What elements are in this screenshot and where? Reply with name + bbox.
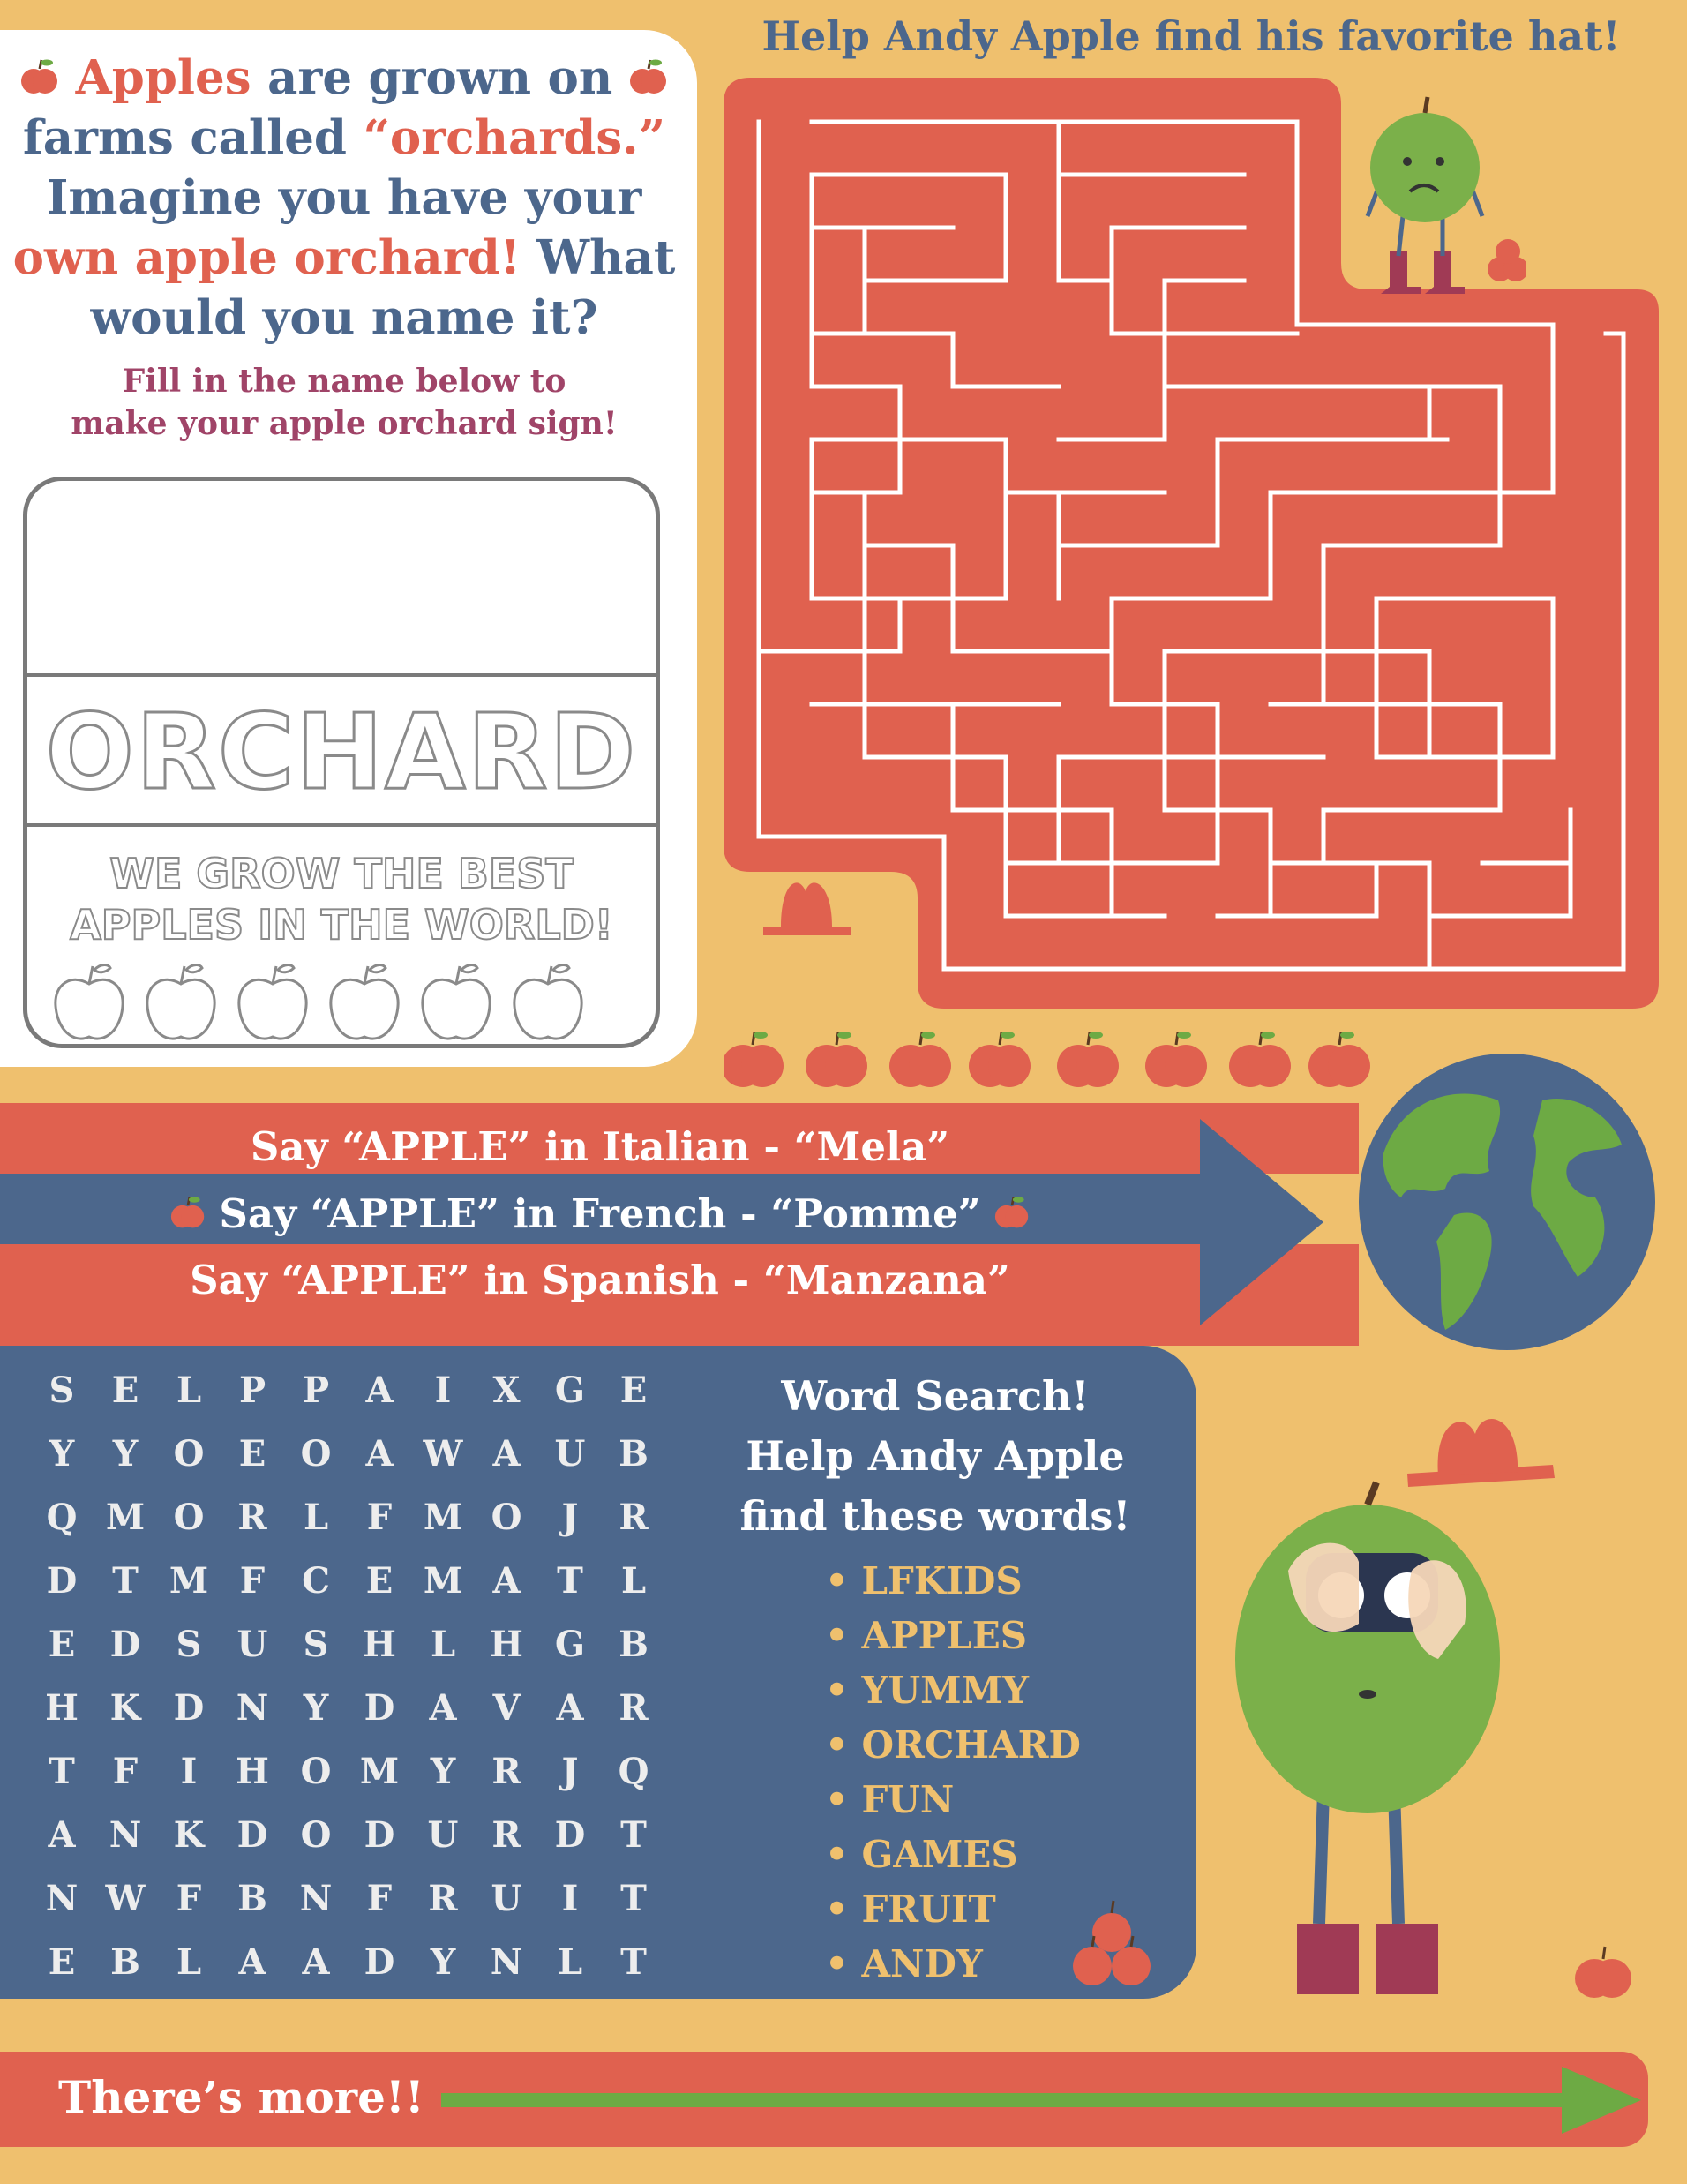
- word-search-letter[interactable]: T: [557, 1560, 583, 1602]
- word-search-letter[interactable]: Y: [112, 1433, 139, 1475]
- word-search-letter[interactable]: A: [238, 1941, 266, 1983]
- word-search-letter[interactable]: D: [554, 1814, 586, 1856]
- word-search-letter[interactable]: E: [238, 1433, 266, 1475]
- word-search-letter[interactable]: Q: [618, 1751, 649, 1792]
- word-search-letter[interactable]: Y: [303, 1687, 329, 1729]
- word-search-letter[interactable]: P: [302, 1370, 330, 1411]
- word-search-letter[interactable]: G: [554, 1624, 586, 1665]
- word-search-letter[interactable]: O: [491, 1497, 522, 1538]
- french-line: Say “APPLE” in French - “Pomme”: [0, 1190, 1200, 1237]
- apple-pile-icon: [1059, 1888, 1165, 1994]
- intro-line-2: farms called “orchards.”: [22, 110, 666, 165]
- word-search-letter[interactable]: T: [620, 1814, 647, 1856]
- word-search-letter[interactable]: A: [48, 1814, 76, 1856]
- word-search-letter[interactable]: I: [180, 1751, 198, 1792]
- word-search-letter[interactable]: W: [105, 1878, 146, 1919]
- word-search-letter[interactable]: R: [619, 1687, 649, 1729]
- word-search-letter[interactable]: O: [300, 1433, 332, 1475]
- word-search-letter[interactable]: L: [176, 1941, 202, 1983]
- word-search-letter[interactable]: F: [366, 1878, 393, 1919]
- apple-icon: [994, 1194, 1030, 1233]
- spanish-line: Say “APPLE” in Spanish - “Manzana”: [190, 1257, 1010, 1303]
- word-search-letter[interactable]: O: [173, 1497, 205, 1538]
- word-search-letter[interactable]: B: [110, 1941, 140, 1983]
- word-search-letter[interactable]: E: [48, 1624, 76, 1665]
- word-search-letter[interactable]: Y: [430, 1941, 456, 1983]
- word-search-letter[interactable]: H: [490, 1624, 523, 1665]
- word-search-letter[interactable]: E: [48, 1941, 76, 1983]
- word-search-letter[interactable]: M: [423, 1497, 463, 1538]
- sign-instruction: Fill in the name below to make your apple orchard sign!: [71, 363, 618, 442]
- word-search-letter[interactable]: S: [176, 1624, 202, 1665]
- globe-icon: [1348, 1047, 1666, 1356]
- word-search-letter[interactable]: L: [430, 1624, 456, 1665]
- word-list-item: • APPLES: [825, 1614, 1028, 1657]
- word-search-letter[interactable]: D: [173, 1687, 205, 1729]
- intro-line-3: Imagine you have your: [46, 170, 642, 225]
- word-list-item: • FUN: [825, 1778, 955, 1821]
- word-search-letter[interactable]: B: [619, 1433, 649, 1475]
- word-search-letter[interactable]: H: [236, 1751, 269, 1792]
- word-search-letter[interactable]: X: [492, 1370, 521, 1411]
- word-list-item: • FRUIT: [825, 1888, 996, 1931]
- word-search-grid[interactable]: [31, 1366, 666, 1984]
- word-search-letter[interactable]: R: [491, 1814, 521, 1856]
- sign-divider: [27, 673, 656, 677]
- word-search-letter[interactable]: K: [109, 1687, 141, 1729]
- word-search-letter[interactable]: I: [561, 1878, 579, 1919]
- word-search-letter[interactable]: V: [492, 1687, 521, 1729]
- orchard-sign: [23, 477, 660, 1048]
- sign-divider: [27, 823, 656, 827]
- word-search-letter[interactable]: Y: [49, 1433, 75, 1475]
- word-list-item: • YUMMY: [825, 1669, 1030, 1712]
- word-search-letter[interactable]: A: [365, 1433, 394, 1475]
- word-search-letter[interactable]: S: [49, 1370, 75, 1411]
- word-search-letter[interactable]: A: [365, 1370, 394, 1411]
- word-search-letter[interactable]: U: [554, 1433, 586, 1475]
- word-search-letter[interactable]: A: [492, 1560, 521, 1602]
- word-search-letter[interactable]: U: [427, 1814, 459, 1856]
- word-list-item: • LFKIDS: [825, 1559, 1023, 1602]
- word-list-item: • ANDY: [825, 1942, 983, 1985]
- intro-line-4: own apple orchard! What: [12, 230, 676, 285]
- word-search-letter[interactable]: A: [556, 1687, 584, 1729]
- word-search-letter[interactable]: Y: [430, 1751, 456, 1792]
- word-search-letter[interactable]: L: [303, 1497, 329, 1538]
- word-search-letter[interactable]: M: [105, 1497, 146, 1538]
- word-search-letter[interactable]: R: [237, 1497, 267, 1538]
- word-search-letter[interactable]: F: [239, 1560, 266, 1602]
- word-search-letter[interactable]: W: [423, 1433, 463, 1475]
- hat-icon[interactable]: [754, 865, 860, 944]
- word-search-letter[interactable]: G: [554, 1370, 586, 1411]
- maze-title: Help Andy Apple find his favorite hat!: [761, 12, 1621, 60]
- word-search-letter[interactable]: T: [112, 1560, 139, 1602]
- word-search-letter[interactable]: T: [620, 1878, 647, 1919]
- word-search-letter[interactable]: N: [236, 1687, 269, 1729]
- word-search-letter[interactable]: F: [112, 1751, 139, 1792]
- sign-slogan-line-2: APPLES IN THE WORLD!: [70, 901, 613, 949]
- word-search-letter[interactable]: D: [364, 1814, 395, 1856]
- word-search-letter[interactable]: D: [236, 1814, 268, 1856]
- word-search-letter[interactable]: O: [300, 1751, 332, 1792]
- word-search-letter[interactable]: A: [302, 1941, 330, 1983]
- word-list-item: • ORCHARD: [825, 1723, 1081, 1767]
- word-search-letter[interactable]: L: [176, 1370, 202, 1411]
- italian-line: Say “APPLE” in Italian - “Mela”: [250, 1123, 950, 1170]
- word-search-letter[interactable]: L: [620, 1560, 647, 1602]
- andy-apple-binoculars: [1235, 1394, 1571, 2012]
- word-search-letter[interactable]: D: [364, 1687, 395, 1729]
- word-search-letter[interactable]: T: [49, 1751, 75, 1792]
- word-search-letter[interactable]: C: [302, 1560, 330, 1602]
- intro-line-1: Apples are grown on: [9, 48, 679, 108]
- apple-icon: [629, 56, 668, 99]
- word-search-letter[interactable]: B: [237, 1878, 267, 1919]
- word-search-letter[interactable]: U: [236, 1624, 268, 1665]
- word-search-title: Word Search! Help Andy Apple find these words!: [739, 1372, 1131, 1540]
- more-text: There’s more!!: [58, 2071, 424, 2123]
- apple-pile-icon: [1488, 239, 1526, 281]
- word-search-letter[interactable]: O: [300, 1814, 332, 1856]
- hat-icon: [1407, 1419, 1555, 1487]
- word-search-letter[interactable]: A: [492, 1433, 521, 1475]
- sign-orchard-word: ORCHARD: [45, 691, 638, 813]
- word-search-letter[interactable]: D: [46, 1560, 78, 1602]
- orchard-intro: [9, 48, 679, 348]
- word-search-letter[interactable]: R: [428, 1878, 458, 1919]
- word-search-letter[interactable]: F: [366, 1497, 393, 1538]
- word-search-letter[interactable]: N: [45, 1878, 79, 1919]
- word-search-letter[interactable]: M: [169, 1560, 209, 1602]
- word-search-letter[interactable]: F: [176, 1878, 202, 1919]
- word-search-letter[interactable]: E: [111, 1370, 139, 1411]
- apple-outline-row: [27, 957, 656, 1048]
- word-search-letter[interactable]: A: [429, 1687, 457, 1729]
- word-search-letter[interactable]: N: [490, 1941, 523, 1983]
- andy-apple-sad-icon: [1368, 97, 1482, 294]
- andy-apple-sad: [1359, 84, 1526, 296]
- word-search-letter[interactable]: L: [557, 1941, 583, 1983]
- word-search-letter[interactable]: S: [303, 1624, 329, 1665]
- word-search-letter[interactable]: O: [173, 1433, 205, 1475]
- word-search-letter[interactable]: N: [299, 1878, 333, 1919]
- word-search-letter[interactable]: D: [364, 1941, 395, 1983]
- word-search-letter[interactable]: M: [359, 1751, 400, 1792]
- sign-slogan-line-1: WE GROW THE BEST: [109, 850, 574, 897]
- word-search-letter[interactable]: H: [45, 1687, 79, 1729]
- word-search-letter[interactable]: I: [434, 1370, 452, 1411]
- word-search-letter[interactable]: M: [423, 1560, 463, 1602]
- green-arrow-icon[interactable]: [441, 2067, 1650, 2137]
- orchard-name-field[interactable]: [45, 499, 613, 650]
- intro-line-5: would you name it?: [90, 290, 598, 345]
- word-search-letter[interactable]: Q: [46, 1497, 78, 1538]
- word-search-letter[interactable]: K: [173, 1814, 205, 1856]
- word-search-letter[interactable]: B: [619, 1624, 649, 1665]
- word-search-letter[interactable]: N: [109, 1814, 142, 1856]
- apple-icon: [20, 56, 59, 99]
- word-search-letter[interactable]: R: [491, 1751, 521, 1792]
- word-search-letter[interactable]: H: [363, 1624, 396, 1665]
- word-search-letter[interactable]: E: [619, 1370, 648, 1411]
- word-list-item: • GAMES: [825, 1833, 1018, 1876]
- word-search-letter[interactable]: J: [561, 1497, 579, 1538]
- word-search-letter[interactable]: U: [491, 1878, 522, 1919]
- apple-icon: [170, 1194, 206, 1233]
- word-search-letter[interactable]: T: [620, 1941, 647, 1983]
- word-search-letter[interactable]: J: [561, 1751, 579, 1792]
- apple-row: [724, 1024, 1376, 1094]
- word-search-letter[interactable]: P: [238, 1370, 266, 1411]
- word-search-letter[interactable]: D: [109, 1624, 141, 1665]
- apple-icon: [1575, 1941, 1633, 2003]
- word-search-letter[interactable]: E: [365, 1560, 394, 1602]
- word-search-letter[interactable]: R: [619, 1497, 649, 1538]
